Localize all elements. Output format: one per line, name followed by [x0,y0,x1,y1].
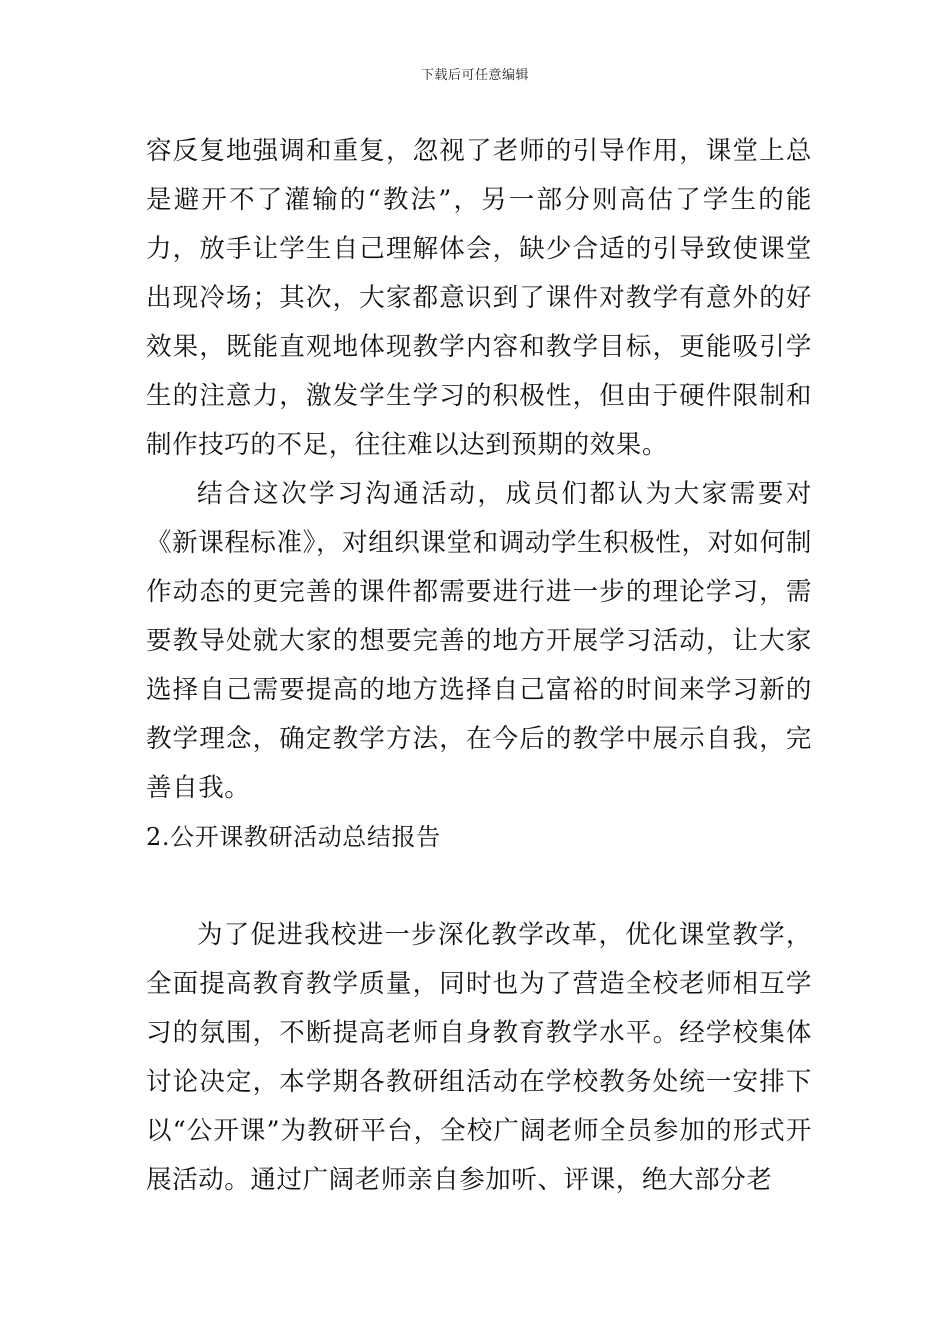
page-header: 下载后可任意编辑 [420,68,529,83]
paragraph-3: 为了促进我校进一步深化教学改革，优化课堂教学，全面提高教育教学质量，同时也为了营造全校老师相互学习的氛围，不断提高老师自身教育教学水平。经学校集体讨论决定，本学期各教研组活动在学校教务处统一安排下以“公开课”为教研平台，全校广阔老师全员参加的形式开展活动。通过广阔老师亲自参加听、评课，绝大部分老 [146,920,812,1195]
document-body [146,127,812,1205]
paragraph-1: 容反复地强调和重复，忽视了老师的引导作用，课堂上总是避开不了灌输的“教法”，另一部分则高估了学生的能力，放手让学生自己理解体会，缺少合适的引导致使课堂出现冷场；其次，大家都意识到了课件对教学有意外的好效果，既能直观地体现教学内容和教学目标，更能吸引学生的注意力，激发学生学习的积极性，但由于硬件限制和制作技巧的不足，往往难以达到预期的效果。 [146,136,812,460]
paragraph-2: 结合这次学习沟通活动，成员们都认为大家需要对《新课程标准》，对组织课堂和调动学生积极性，对如何制作动态的更完善的课件都需要进行进一步的理论学习，需要教导处就大家的想要完善的地方开展学习活动，让大家选择自己需要提高的地方选择自己富裕的时间来学习新的教学理念，确定教学方法，在今后的教学中展示自我，完善自我。 [146,479,812,803]
section-heading-2: 2.公开课教研活动总结报告 [146,823,441,851]
blank-line [146,862,812,911]
